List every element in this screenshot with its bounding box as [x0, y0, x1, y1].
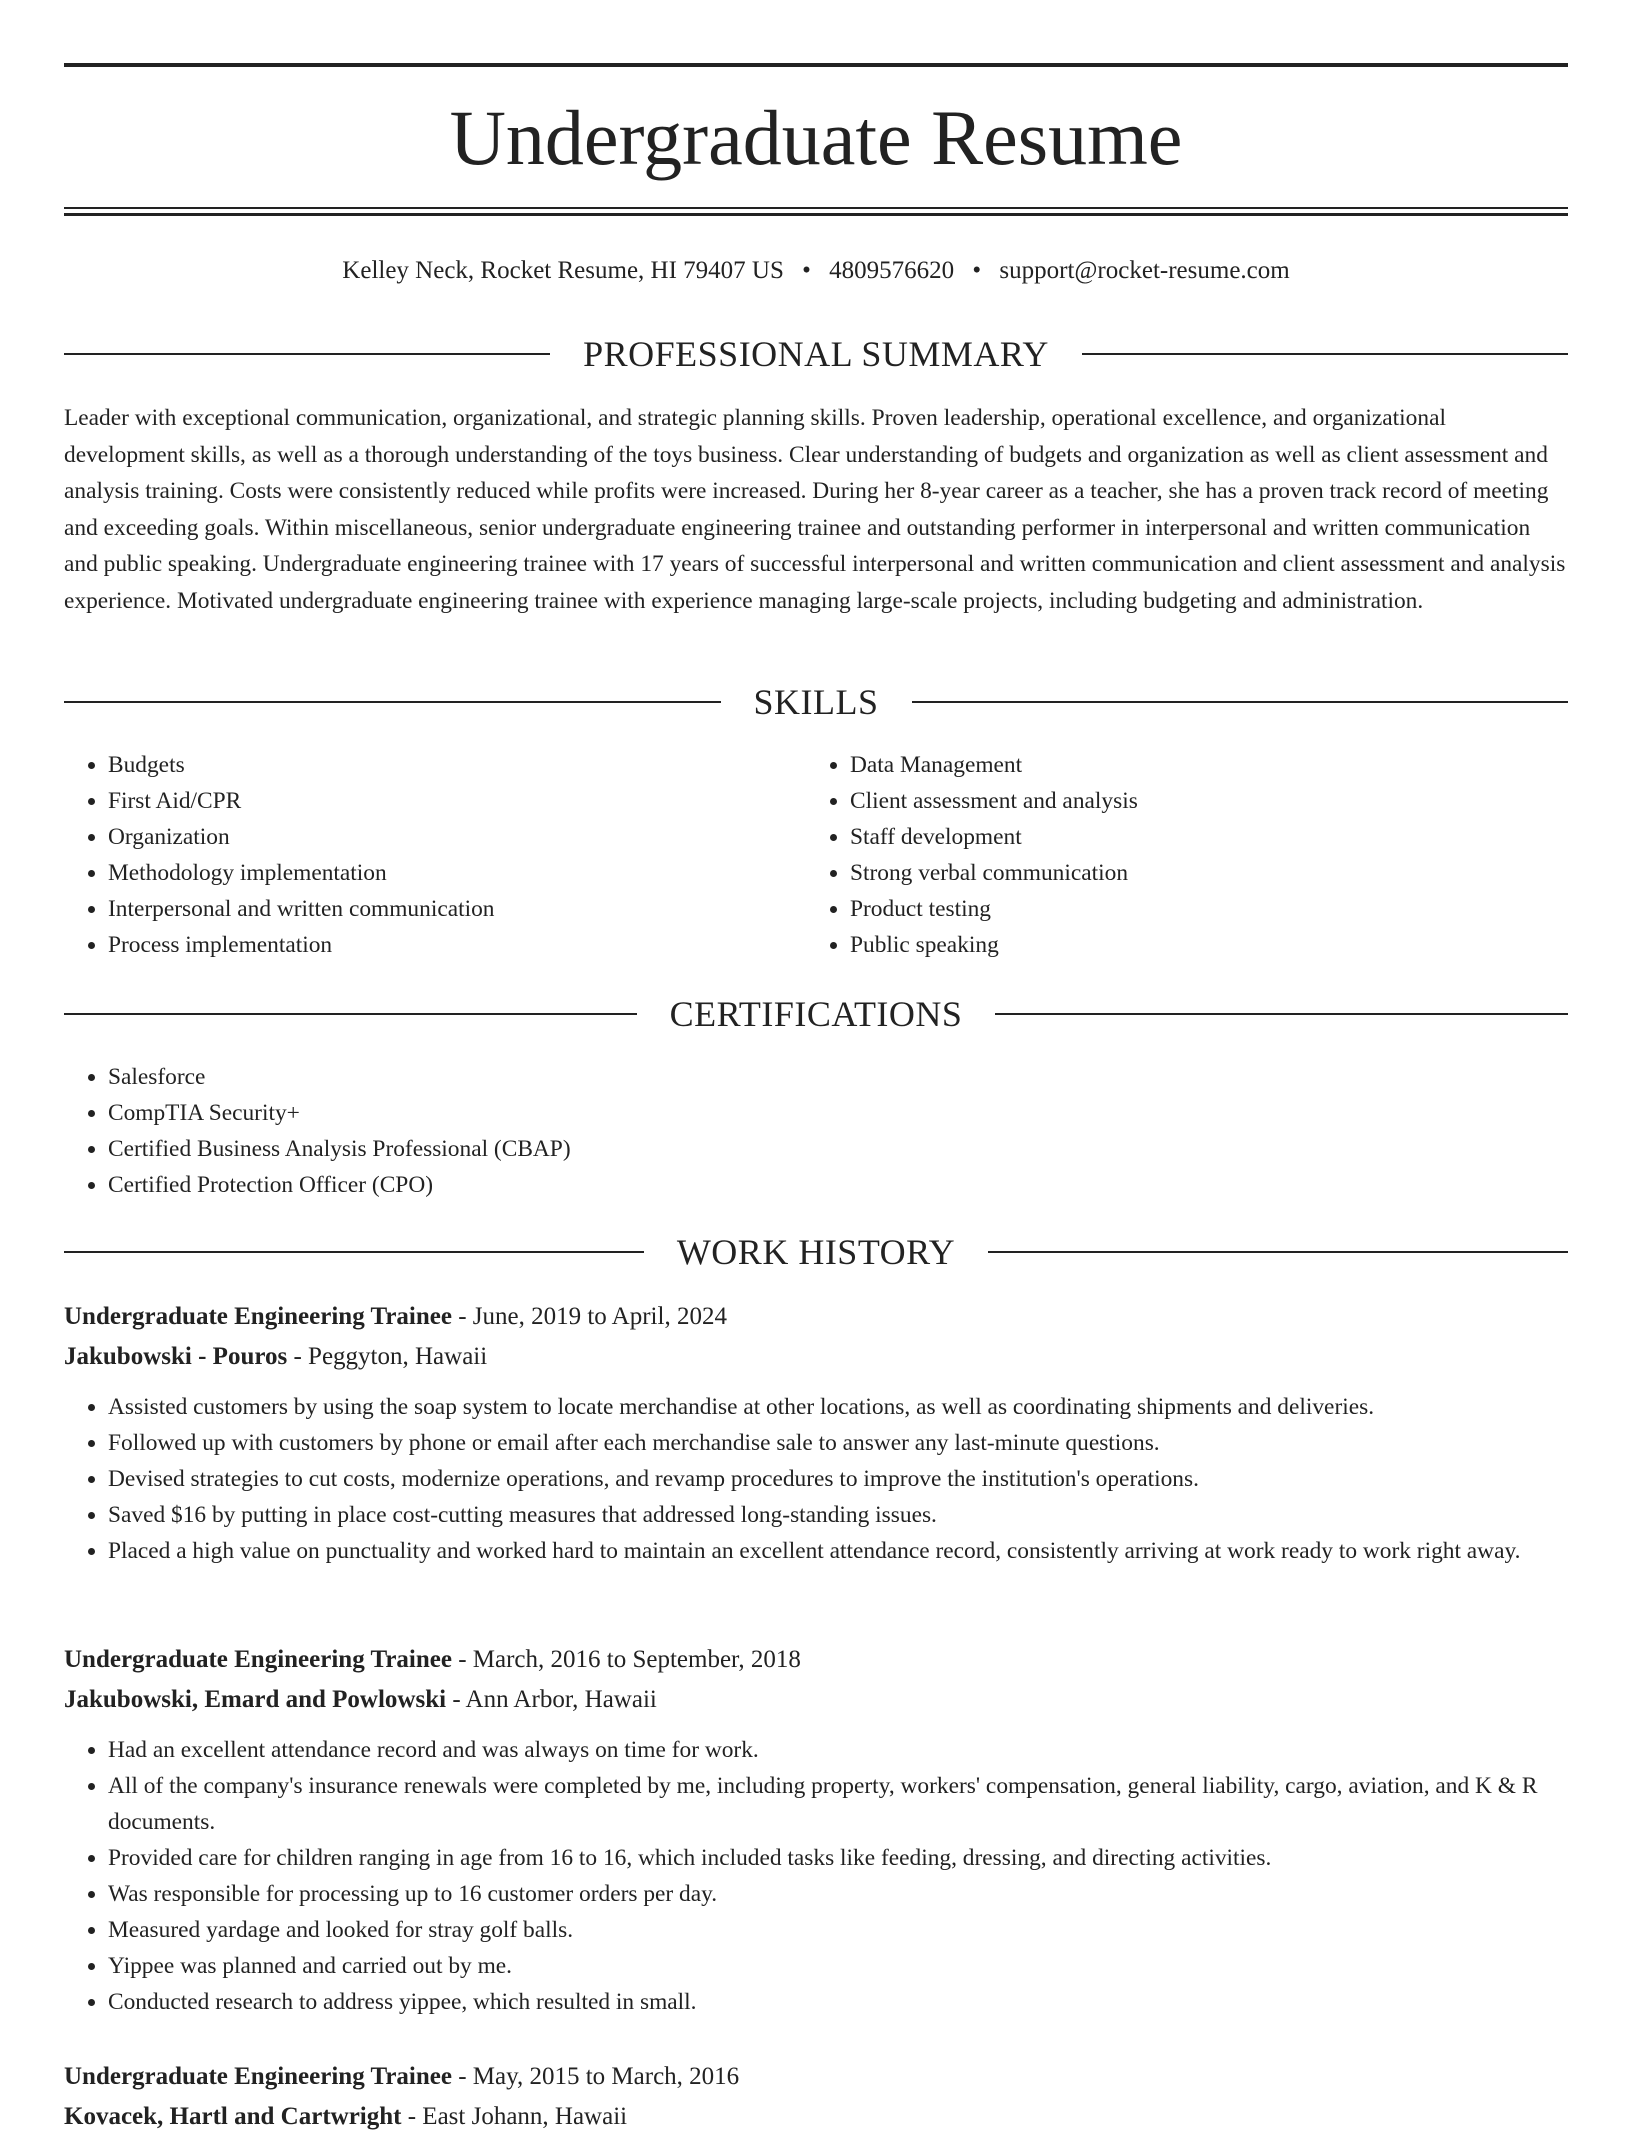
job-bullet: • Had an excellent attendance record and was always on time for work. [108, 1732, 1568, 1768]
job-bullet: • Followed up with customers by phone or email after each merchandise sale to answer any last-minute questions. [108, 1425, 1568, 1461]
job-location: - Peggyton, Hawaii [287, 1343, 488, 1370]
contact-phone: 4809576620 [829, 257, 955, 284]
skill-item: • Strong verbal communication [850, 855, 1548, 891]
contact-line [64, 254, 1568, 288]
job-title: Undergraduate Engineering Trainee [64, 1646, 452, 1673]
skills-column-left [64, 747, 806, 963]
job-bullet: • Measured yardage and looked for stray golf balls. [108, 1912, 1568, 1948]
section-rule [912, 701, 1569, 703]
section-rule [64, 353, 550, 355]
skill-item: • Client assessment and analysis [850, 783, 1548, 819]
summary-paragraph: Leader with exceptional communication, organizational, and strategic planning skills. Proven leadership, operational excellence, and organizational development skills, as well as a thorough understanding of the toys business. Clear understanding of budgets and organization as well as client assessment and analysis training. Costs were consistently reduced while profits were increased. During her 8-year career as a teacher, she has a proven track record of meeting and exceeding goals. Within miscellaneous, senior undergraduate engineering trainee and outstanding performer in interpersonal and written communication and public speaking. Undergraduate engineering trainee with 17 years of successful interpersonal and written communication and client assessment and analysis experience. Motivated undergraduate engineering trainee with experience managing large-scale projects, including budgeting and administration. [64, 405, 1566, 614]
job-bullets [64, 1389, 1568, 1569]
job-bullet: • Assisted customers by using the soap system to locate merchandise at other locations, as well as coordinating shipments and deliveries. [108, 1389, 1568, 1425]
job-bullet: • Placed a high value on punctuality and worked hard to maintain an excellent attendance record, consistently arriving at work ready to work right away. [108, 1533, 1568, 1569]
job-bullet: • Yippee was planned and carried out by me. [108, 1948, 1568, 1984]
job-entry [64, 1297, 1568, 1569]
job-company-line [64, 1337, 1568, 1377]
job-bullet: • Was responsible for processing up to 16 customer orders per day. [108, 1876, 1568, 1912]
certifications-list [64, 1059, 1568, 1203]
job-bullet: • Devised strategies to cut costs, modernize operations, and revamp procedures to improve the institution's operations. [108, 1461, 1568, 1497]
job-bullet: • Saved $16 by putting in place cost-cutting measures that addressed long-standing issues. [108, 1497, 1568, 1533]
job-entry [64, 1640, 1568, 2020]
skill-item: • Product testing [850, 891, 1548, 927]
contact-email: support@rocket-resume.com [999, 257, 1290, 284]
section-rule [995, 1013, 1568, 1015]
job-location: - Ann Arbor, Hawaii [446, 1686, 657, 1713]
skills-list-right [806, 747, 1548, 963]
job-company: Kovacek, Hartl and Cartwright [64, 2103, 402, 2130]
job-role-line [64, 1640, 1568, 1680]
job-bullet: • Provided care for children ranging in age from 16 to 16, which included tasks like feeding, dressing, and directing activities. [108, 1840, 1568, 1876]
skill-item: • Interpersonal and written communication [108, 891, 806, 927]
section-rule [64, 1251, 644, 1253]
section-header-skills [64, 680, 1568, 724]
certification-item: • Certified Business Analysis Professional (CBAP) [108, 1131, 1568, 1167]
title-double-rule [64, 207, 1568, 216]
section-header-work [64, 1230, 1568, 1274]
job-company-line [64, 1680, 1568, 1720]
skill-item: • Public speaking [850, 927, 1548, 963]
top-rule [64, 63, 1568, 67]
contact-separator: • [802, 257, 811, 284]
section-rule [64, 1013, 637, 1015]
section-title-certifications: CERTIFICATIONS [669, 994, 963, 1034]
section-title-work: WORK HISTORY [676, 1232, 956, 1272]
section-rule [64, 701, 721, 703]
skills-column-right [806, 747, 1548, 963]
certification-item: • Salesforce [108, 1059, 1568, 1095]
skills-columns [64, 747, 1568, 963]
job-company-line [64, 2097, 1568, 2137]
skills-list-left [64, 747, 806, 963]
skill-item: • Organization [108, 819, 806, 855]
contact-address: Kelley Neck, Rocket Resume, HI 79407 US [342, 257, 784, 284]
job-dates: - June, 2019 to April, 2024 [451, 1303, 727, 1330]
page-title: Undergraduate Resume [449, 94, 1183, 181]
skill-item: • Staff development [850, 819, 1548, 855]
job-title: Undergraduate Engineering Trainee [64, 1303, 452, 1330]
skill-item: • Data Management [850, 747, 1548, 783]
section-title-skills: SKILLS [753, 682, 879, 722]
section-rule [988, 1251, 1568, 1253]
certification-item: • CompTIA Security+ [108, 1095, 1568, 1131]
job-company: Jakubowski - Pouros [64, 1343, 288, 1370]
section-title-summary: PROFESSIONAL SUMMARY [583, 334, 1049, 374]
job-entry [64, 2057, 1568, 2137]
job-role-line [64, 1297, 1568, 1337]
contact-separator: • [972, 257, 982, 284]
skill-item: • First Aid/CPR [108, 783, 806, 819]
skill-item: • Budgets [108, 747, 806, 783]
job-role-line [64, 2057, 1568, 2097]
job-dates: - May, 2015 to March, 2016 [451, 2063, 740, 2090]
certification-item: • Certified Protection Officer (CPO) [108, 1167, 1568, 1203]
job-company: Jakubowski, Emard and Powlowski [64, 1686, 447, 1713]
section-header-summary [64, 332, 1568, 376]
job-dates: - March, 2016 to September, 2018 [451, 1646, 801, 1673]
skill-item: • Methodology implementation [108, 855, 806, 891]
section-rule [1082, 353, 1568, 355]
job-bullet: • All of the company's insurance renewals were completed by me, including property, workers' compensation, general liability, cargo, aviation, and K & R documents. [108, 1768, 1568, 1840]
job-title: Undergraduate Engineering Trainee [64, 2063, 452, 2090]
skill-item: • Process implementation [108, 927, 806, 963]
certifications-block [64, 1059, 1568, 1203]
job-bullets [64, 1732, 1568, 2020]
section-header-certifications [64, 992, 1568, 1036]
job-bullet: • Conducted research to address yippee, which resulted in small. [108, 1984, 1568, 2020]
job-location: - East Johann, Hawaii [401, 2103, 628, 2130]
